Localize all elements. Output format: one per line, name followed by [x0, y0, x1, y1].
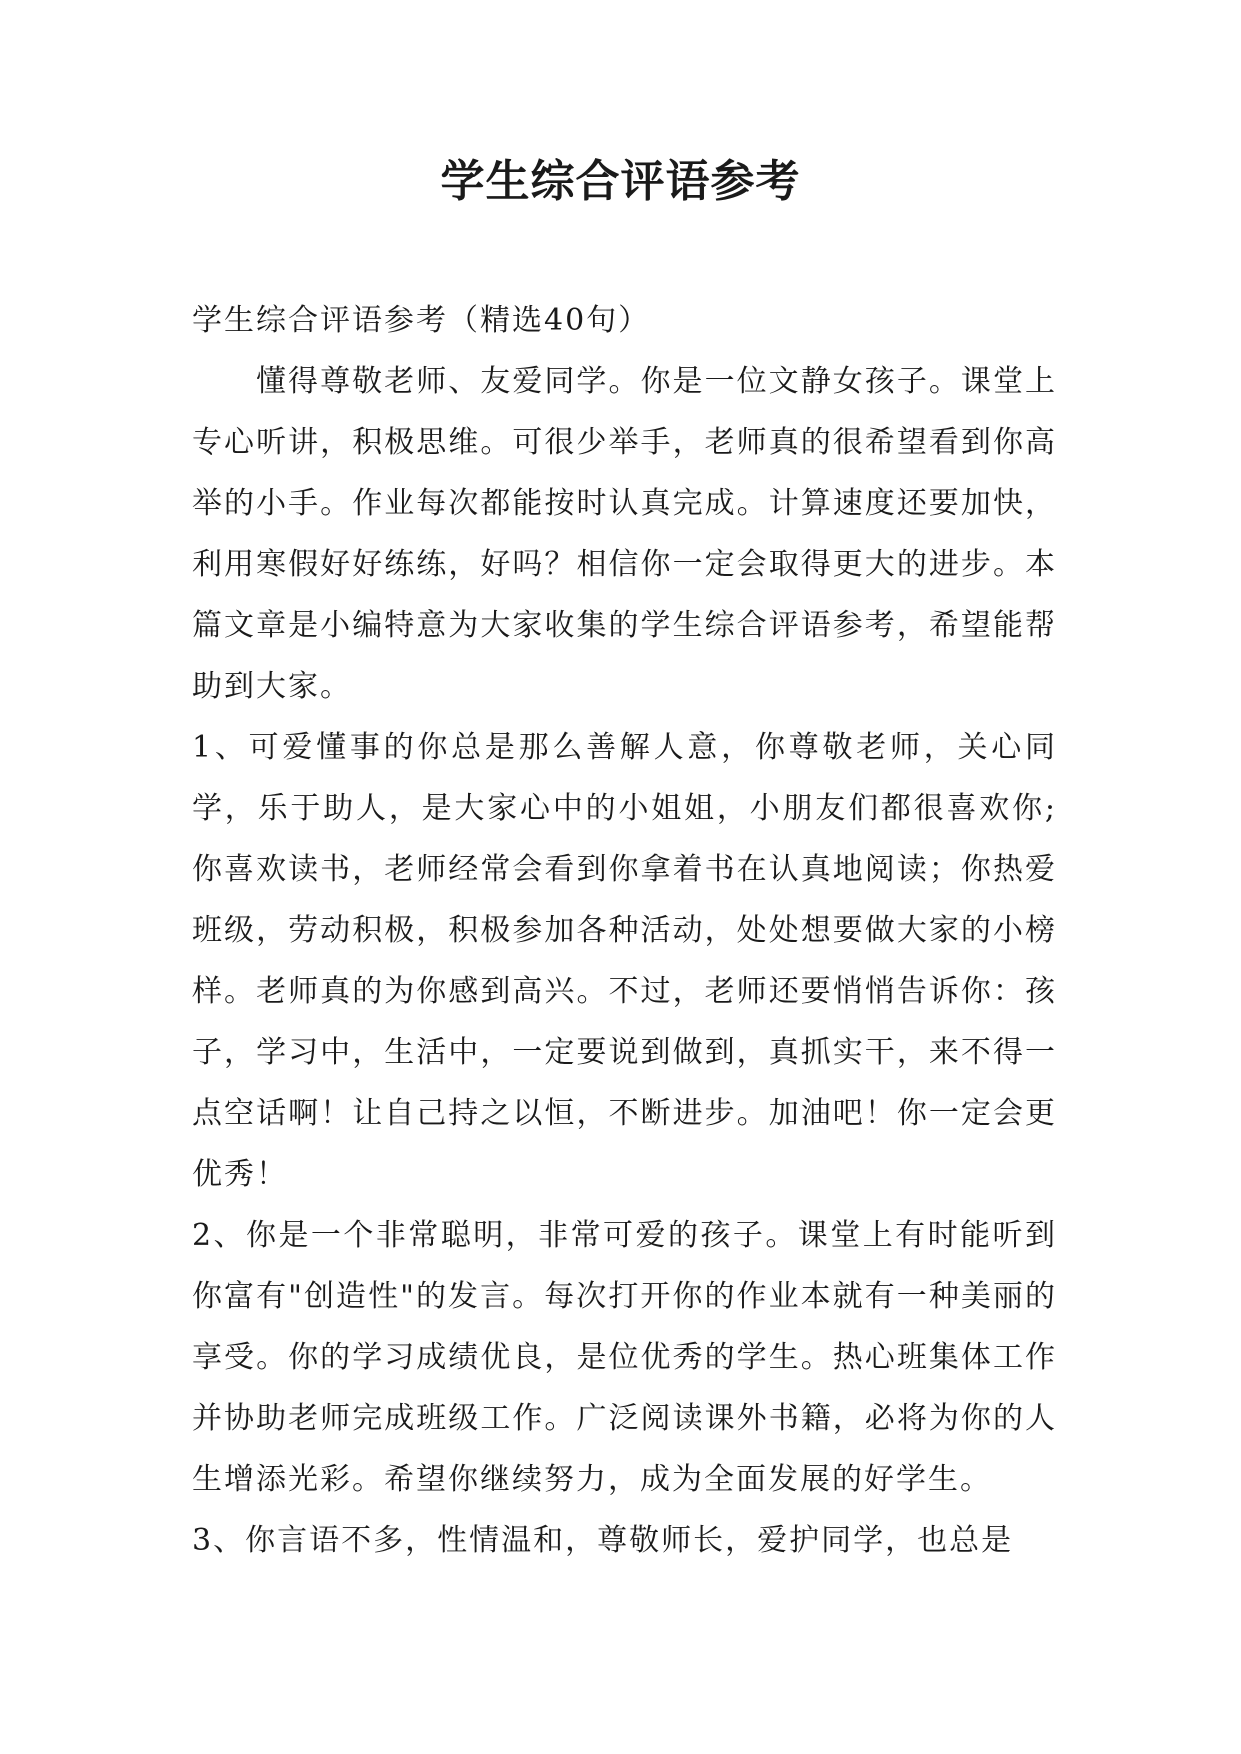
comment-paragraph-1: 1、可爱懂事的你总是那么善解人意，你尊敬老师，关心同学，乐于助人，是大家心中的小姐姐，小朋友们都很喜欢你;你喜欢读书，老师经常会看到你拿着书在认真地阅读；你热爱班级，劳动积极，积极参加各种活动，处处想要做大家的小榜样。老师真的为你感到高兴。不过，老师还要悄悄告诉你：孩子，学习中，生活中，一定要说到做到，真抓实干，来不得一点空话啊！让自己持之以恒，不断进步。加油吧！你一定会更优秀！	[192, 730, 1057, 1192]
intro-paragraph: 懂得尊敬老师、友爱同学。你是一位文静女孩子。课堂上专心听讲，积极思维。可很少举手，老师真的很希望看到你高举的小手。作业每次都能按时认真完成。计算速度还要加快，利用寒假好好练练，好吗？相信你一定会取得更大的进步。本篇文章是小编特意为大家收集的学生综合评语参考，希望能帮助到大家。	[192, 364, 1057, 704]
comment-paragraph-2: 2、你是一个非常聪明，非常可爱的孩子。课堂上有时能听到你富有"创造性"的发言。每次打开你的作业本就有一种美丽的享受。你的学习成绩优良，是位优秀的学生。热心班集体工作并协助老师完成班级工作。广泛阅读课外书籍，必将为你的人生增添光彩。希望你继续努力，成为全面发展的好学生。	[192, 1218, 1057, 1497]
comment-paragraph-3: 3、你言语不多，性情温和，尊敬师长，爱护同学，也总是	[192, 1523, 1014, 1558]
document-body	[192, 290, 1057, 1571]
document-subtitle: 学生综合评语参考（精选40句）	[192, 303, 651, 338]
document-title: 学生综合评语参考	[440, 156, 801, 207]
